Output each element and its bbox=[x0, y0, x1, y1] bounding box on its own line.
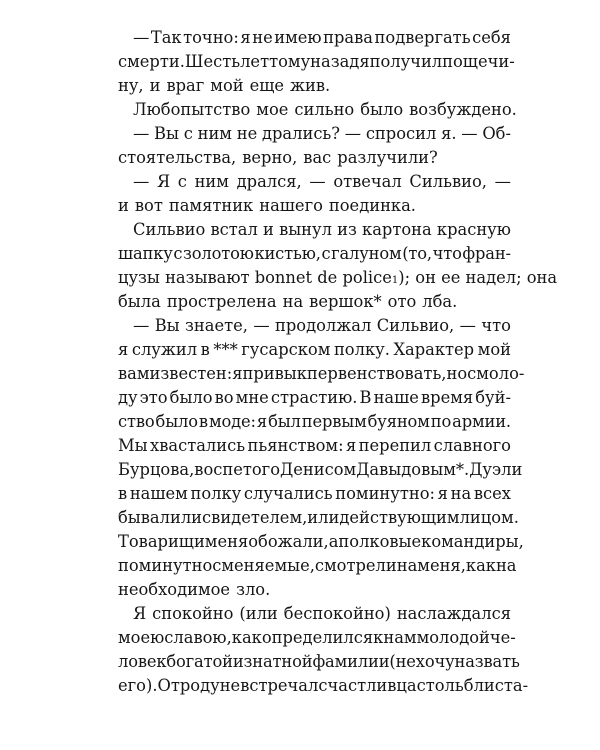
word: было bbox=[360, 100, 404, 119]
word: знаете, bbox=[185, 316, 248, 335]
word: золотою bbox=[183, 244, 254, 263]
word: в bbox=[198, 412, 208, 431]
word: — bbox=[253, 316, 270, 335]
word: тому bbox=[269, 52, 311, 71]
word: — bbox=[459, 316, 476, 335]
word: *** bbox=[213, 340, 238, 359]
word: и bbox=[118, 196, 129, 215]
word: я bbox=[232, 364, 243, 383]
text-line bbox=[118, 675, 529, 697]
word: дрался, bbox=[236, 172, 302, 191]
word: смотрели bbox=[314, 556, 397, 575]
word: ото bbox=[387, 292, 417, 311]
word: или bbox=[169, 508, 203, 527]
word: Я bbox=[133, 604, 147, 623]
word: продолжал bbox=[275, 316, 372, 335]
word: (то, bbox=[402, 244, 432, 263]
text-line bbox=[133, 171, 511, 193]
word: с bbox=[177, 172, 187, 191]
word: его). bbox=[118, 676, 158, 695]
word: ду bbox=[118, 388, 138, 407]
word: была bbox=[118, 292, 161, 311]
text-line: цузы называют bonnet de police 1 ); он ее надел; она bbox=[118, 268, 558, 287]
word: красную bbox=[436, 220, 511, 239]
word: спросил bbox=[365, 124, 437, 143]
word: сменяемые, bbox=[212, 556, 315, 575]
word: Сильвио, bbox=[376, 316, 455, 335]
word: подвергать bbox=[374, 28, 471, 47]
word: — bbox=[133, 172, 150, 191]
word: фран- bbox=[462, 244, 511, 263]
word: командиры, bbox=[421, 532, 524, 551]
text-line bbox=[118, 291, 511, 313]
word: действующим bbox=[339, 508, 460, 527]
word: имею bbox=[274, 28, 322, 47]
word: славного bbox=[433, 436, 511, 455]
word: буяном bbox=[367, 412, 430, 431]
word: лицом. bbox=[459, 508, 519, 527]
word: получил bbox=[369, 52, 443, 71]
word: враг bbox=[166, 76, 205, 95]
word: Товарищи bbox=[118, 532, 205, 551]
word: вам bbox=[118, 364, 150, 383]
text-line bbox=[118, 75, 511, 97]
word: ну, bbox=[118, 76, 144, 95]
text-line bbox=[118, 579, 511, 601]
word: необходимое bbox=[118, 580, 231, 599]
word: счастливца bbox=[318, 676, 417, 695]
word: зло. bbox=[236, 580, 271, 599]
word: (не bbox=[389, 652, 416, 671]
word: хвастались bbox=[150, 436, 246, 455]
word: всех bbox=[473, 484, 511, 503]
word: мне bbox=[235, 388, 269, 407]
text-line bbox=[133, 123, 511, 145]
word: Вы bbox=[154, 124, 179, 143]
word: что bbox=[481, 316, 511, 335]
word: гусарском bbox=[241, 340, 331, 359]
word: перепил bbox=[358, 436, 432, 455]
word: воспетого bbox=[194, 460, 281, 479]
word: пощечи- bbox=[442, 52, 515, 71]
word: — bbox=[133, 316, 150, 335]
word: на bbox=[450, 484, 472, 503]
word: Отроду bbox=[157, 676, 220, 695]
word: прострелена bbox=[166, 292, 277, 311]
word: смоло- bbox=[467, 364, 525, 383]
word: как bbox=[231, 628, 262, 647]
word: из bbox=[337, 220, 357, 239]
word: время bbox=[420, 388, 474, 407]
word: Шесть bbox=[184, 52, 241, 71]
word: кистью, bbox=[254, 244, 321, 263]
word: я bbox=[118, 340, 129, 359]
word: армии. bbox=[452, 412, 511, 431]
text-line bbox=[133, 315, 511, 337]
word: на bbox=[282, 292, 304, 311]
word: Любопытство bbox=[133, 100, 251, 119]
word: — bbox=[133, 124, 150, 143]
word: по bbox=[430, 412, 452, 431]
text-line bbox=[118, 339, 511, 361]
word: фамилии bbox=[312, 652, 390, 671]
word: но bbox=[446, 364, 468, 383]
word: наше bbox=[373, 388, 419, 407]
word: встречал bbox=[240, 676, 319, 695]
word: я bbox=[437, 484, 448, 503]
word: права bbox=[323, 28, 373, 47]
word: нашем bbox=[129, 484, 188, 503]
text-segment: ); он ее надел; она bbox=[398, 268, 558, 287]
word: привык bbox=[242, 364, 307, 383]
text-line bbox=[118, 147, 511, 169]
word: назвать bbox=[454, 652, 520, 671]
word: дрались? bbox=[261, 124, 341, 143]
word: служил bbox=[131, 340, 198, 359]
word: стоятельства, bbox=[118, 148, 237, 167]
word: буй- bbox=[475, 388, 511, 407]
word: ним bbox=[194, 172, 229, 191]
word: это bbox=[139, 388, 168, 407]
word: в bbox=[200, 340, 210, 359]
word: меня bbox=[204, 532, 249, 551]
word: случались bbox=[243, 484, 333, 503]
word: вас bbox=[303, 148, 332, 167]
word: Характер bbox=[393, 340, 475, 359]
word: обожали, bbox=[248, 532, 329, 551]
word: на bbox=[396, 556, 418, 575]
text-line bbox=[118, 411, 511, 433]
word: мой bbox=[477, 340, 511, 359]
word: назад bbox=[310, 52, 360, 71]
word: — bbox=[309, 172, 326, 191]
word: Так bbox=[150, 28, 182, 47]
word: наслаждался bbox=[396, 604, 511, 623]
word: столь bbox=[416, 676, 464, 695]
word: нашего bbox=[259, 196, 323, 215]
word: и bbox=[263, 220, 274, 239]
word: Мы bbox=[118, 436, 148, 455]
text-line bbox=[118, 459, 523, 481]
text-line bbox=[118, 531, 524, 553]
word: Сильвио bbox=[133, 220, 206, 239]
word: в bbox=[118, 484, 128, 503]
text-line bbox=[118, 195, 511, 217]
word: — bbox=[461, 124, 478, 143]
word: Об- bbox=[482, 124, 511, 143]
word: хочу bbox=[415, 652, 455, 671]
word: славою, bbox=[164, 628, 232, 647]
word: Вы bbox=[154, 316, 180, 335]
word: ловек bbox=[118, 652, 167, 671]
word: страстию. bbox=[270, 388, 358, 407]
word: полку. bbox=[333, 340, 390, 359]
word: на bbox=[495, 556, 517, 575]
text-line bbox=[118, 555, 517, 577]
text-line bbox=[118, 435, 511, 457]
word: — bbox=[344, 124, 362, 143]
word: свидетелем, bbox=[202, 508, 308, 527]
word: с bbox=[173, 244, 183, 263]
word: известен: bbox=[149, 364, 233, 383]
word: а bbox=[328, 532, 339, 551]
text-line bbox=[118, 243, 511, 265]
word: лба. bbox=[422, 292, 458, 311]
word: не bbox=[219, 676, 241, 695]
text-line bbox=[118, 387, 511, 409]
word: не bbox=[236, 124, 258, 143]
word: Давыдовым*. bbox=[356, 460, 470, 479]
word: ство bbox=[118, 412, 155, 431]
word: первенствовать, bbox=[306, 364, 447, 383]
word: я bbox=[256, 412, 268, 431]
word: встал bbox=[210, 220, 258, 239]
word: смерти. bbox=[118, 52, 185, 71]
word: жив. bbox=[290, 76, 331, 95]
word: мой bbox=[210, 76, 244, 95]
word: богатой bbox=[166, 652, 233, 671]
word: (или bbox=[239, 604, 278, 623]
word: памятник bbox=[168, 196, 254, 215]
word: вершок* bbox=[309, 292, 382, 311]
word: бывал bbox=[118, 508, 170, 527]
word: спокойно bbox=[152, 604, 234, 623]
word: поминутно bbox=[118, 556, 213, 575]
word: лет bbox=[240, 52, 270, 71]
word: че- bbox=[489, 628, 516, 647]
word: сильно bbox=[294, 100, 355, 119]
word: Дуэли bbox=[469, 460, 523, 479]
word: — bbox=[133, 28, 150, 47]
word: что bbox=[432, 244, 462, 263]
word: во bbox=[214, 388, 234, 407]
text-line bbox=[133, 219, 511, 241]
text-line bbox=[118, 627, 516, 649]
word: беспокойно) bbox=[283, 604, 391, 623]
word: к bbox=[373, 628, 384, 647]
text-line bbox=[118, 363, 525, 385]
word: Я bbox=[156, 172, 171, 191]
word: меня, bbox=[417, 556, 466, 575]
word: возбуждено. bbox=[409, 100, 517, 119]
word: блиста- bbox=[463, 676, 529, 695]
word: было bbox=[169, 388, 213, 407]
word: верно, bbox=[242, 148, 298, 167]
word: было bbox=[155, 412, 198, 431]
word: поминутно: bbox=[335, 484, 436, 503]
word: ним bbox=[197, 124, 232, 143]
word: — bbox=[494, 172, 511, 191]
word: первым bbox=[301, 412, 367, 431]
word: был bbox=[268, 412, 301, 431]
word: моею bbox=[118, 628, 165, 647]
word: поединка. bbox=[328, 196, 416, 215]
text-line bbox=[118, 483, 511, 505]
word: вот bbox=[134, 196, 163, 215]
word: вынул bbox=[279, 220, 332, 239]
word: полку bbox=[190, 484, 242, 503]
word: молодой bbox=[416, 628, 490, 647]
word: еще bbox=[249, 76, 285, 95]
text-segment: цузы называют bonnet de police bbox=[118, 268, 392, 287]
word: с bbox=[183, 124, 193, 143]
word: знатной bbox=[243, 652, 313, 671]
word: или bbox=[307, 508, 340, 527]
word: В bbox=[359, 388, 372, 407]
word: определился bbox=[261, 628, 374, 647]
word: как bbox=[465, 556, 496, 575]
word: шапку bbox=[118, 244, 173, 263]
word: галуном bbox=[331, 244, 402, 263]
word: отвечал bbox=[333, 172, 402, 191]
word: полковые bbox=[338, 532, 422, 551]
word: я bbox=[240, 28, 251, 47]
word: нам bbox=[383, 628, 417, 647]
word: себя bbox=[472, 28, 511, 47]
text-line bbox=[133, 603, 511, 625]
word: и bbox=[149, 76, 161, 95]
text-line bbox=[118, 651, 520, 673]
text-line bbox=[118, 51, 515, 73]
word: разлучили? bbox=[337, 148, 438, 167]
word: моде: bbox=[208, 412, 256, 431]
word: пьянством: bbox=[247, 436, 344, 455]
text-line bbox=[133, 27, 511, 49]
text-line bbox=[118, 507, 519, 529]
word: Сильвио, bbox=[409, 172, 487, 191]
word: мое bbox=[256, 100, 289, 119]
word: Бурцова, bbox=[118, 460, 195, 479]
word: и bbox=[232, 652, 244, 671]
word: картона bbox=[362, 220, 432, 239]
word: Денисом bbox=[280, 460, 357, 479]
word: с bbox=[321, 244, 331, 263]
word: я bbox=[345, 436, 357, 455]
word: точно: bbox=[183, 28, 239, 47]
text-line bbox=[133, 99, 517, 121]
word: я bbox=[359, 52, 370, 71]
word: не bbox=[252, 28, 273, 47]
word: я. bbox=[441, 124, 457, 143]
